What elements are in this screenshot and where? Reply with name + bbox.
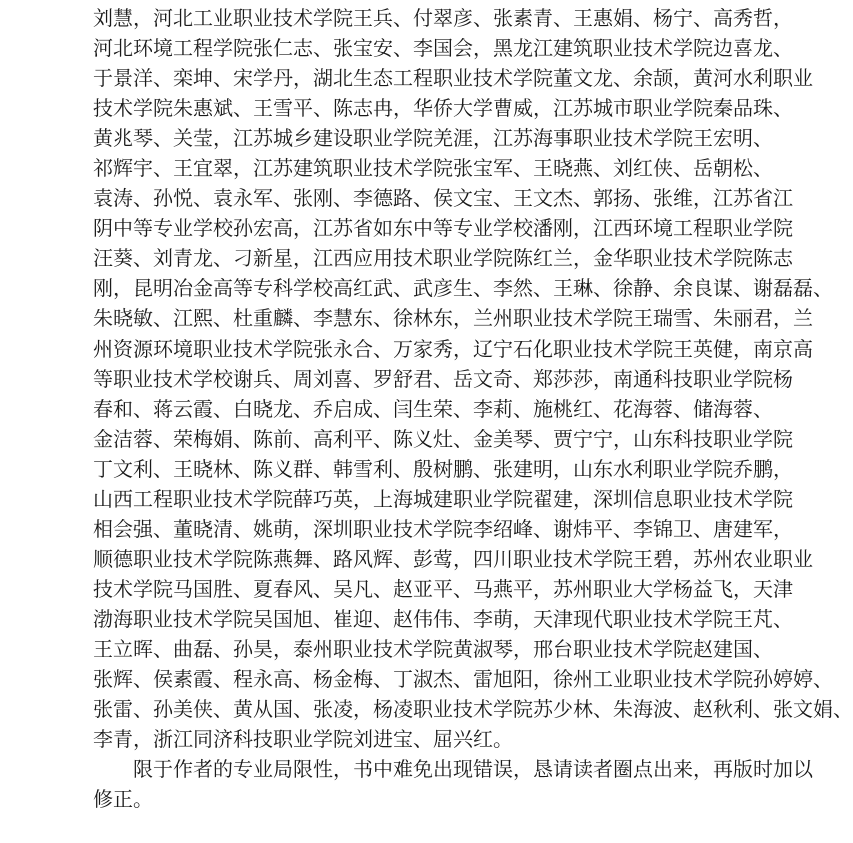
text-line: 刚，昆明冶金高等专科学校高红武、武彦生、李然、王琳、徐静、余良谋、谢磊磊、 <box>93 276 833 301</box>
text-line: 朱晓敏、江熙、杜重麟、李慧东、徐林东，兰州职业技术学院王瑞雪、朱丽君，兰 <box>93 306 813 331</box>
text-line: 顺德职业技术学院陈燕舞、路风辉、彭莺，四川职业技术学院王碧，苏州农业职业 <box>93 546 813 571</box>
closing-paragraph-line: 修正。 <box>93 787 153 812</box>
text-line: 山西工程职业技术学院薛巧英，上海城建职业学院翟建，深圳信息职业技术学院 <box>93 486 793 511</box>
text-line: 于景洋、栾坤、宋学丹，湖北生态工程职业技术学院董文龙、余颉，黄河水利职业 <box>93 66 813 91</box>
text-line: 州资源环境职业技术学院张永合、万家秀，辽宁石化职业技术学院王英健，南京高 <box>93 336 813 361</box>
text-line: 渤海职业技术学院吴国旭、崔迎、赵伟伟、李萌，天津现代职业技术学院王芃、 <box>93 606 793 631</box>
text-line: 袁涛、孙悦、袁永军、张刚、李德路、侯文宝、王文杰、郭扬、张维，江苏省江 <box>93 186 793 211</box>
document-page <box>93 3 853 814</box>
text-line: 河北环境工程学院张仁志、张宝安、李国会，黑龙江建筑职业技术学院边喜龙、 <box>93 36 793 61</box>
text-line: 丁文利、王晓林、陈义群、韩雪利、殷树鹏、张建明，山东水利职业学院乔鹏， <box>93 456 793 481</box>
text-line: 等职业技术学校谢兵、周刘喜、罗舒君、岳文奇、郑莎莎，南通科技职业学院杨 <box>93 366 793 391</box>
text-line: 金洁蓉、荣梅娟、陈前、高利平、陈义灶、金美琴、贾宁宁，山东科技职业学院 <box>93 426 793 451</box>
text-line: 相会强、董晓清、姚萌，深圳职业技术学院李绍峰、谢炜平、李锦卫、唐建军， <box>93 516 793 541</box>
text-line: 祁辉宇、王宜翠，江苏建筑职业技术学院张宝军、王晓燕、刘红侠、岳朝松、 <box>93 156 773 181</box>
text-line: 技术学院朱惠斌、王雪平、陈志冉，华侨大学曹威，江苏城市职业学院秦品珠、 <box>93 96 793 121</box>
text-line: 刘慧，河北工业职业技术学院王兵、付翠彦、张素青、王惠娟、杨宁、高秀哲， <box>93 6 793 30</box>
text-line: 张雷、孙美侠、黄从国、张凌，杨凌职业技术学院苏少林、朱海波、赵秋利、张文娟、 <box>93 697 853 722</box>
text-line: 汪葵、刘青龙、刁新星，江西应用技术职业学院陈红兰，金华职业技术学院陈志 <box>93 246 793 271</box>
text-line: 技术学院马国胜、夏春风、吴凡、赵亚平、马燕平，苏州职业大学杨益飞，天津 <box>93 576 793 601</box>
text-line: 张辉、侯素霞、程永高、杨金梅、丁淑杰、雷旭阳，徐州工业职业技术学院孙婷婷、 <box>93 667 833 692</box>
text-line: 黄兆琴、关莹，江苏城乡建设职业学院羌涯，江苏海事职业技术学院王宏明、 <box>93 126 773 151</box>
text-line: 春和、蒋云霞、白晓龙、乔启成、闫生荣、李莉、施桃红、花海蓉、储海蓉、 <box>93 396 773 421</box>
text-line: 王立晖、曲磊、孙昊，泰州职业技术学院黄淑琴，邢台职业技术学院赵建国、 <box>93 636 773 661</box>
text-line: 阴中等专业学校孙宏高，江苏省如东中等专业学校潘刚，江西环境工程职业学院 <box>93 216 793 241</box>
closing-paragraph-line: 限于作者的专业局限性，书中难免出现错误，恳请读者圈点出来，再版时加以 <box>133 757 813 782</box>
text-line: 李青，浙江同济科技职业学院刘进宝、屈兴红。 <box>93 727 513 752</box>
